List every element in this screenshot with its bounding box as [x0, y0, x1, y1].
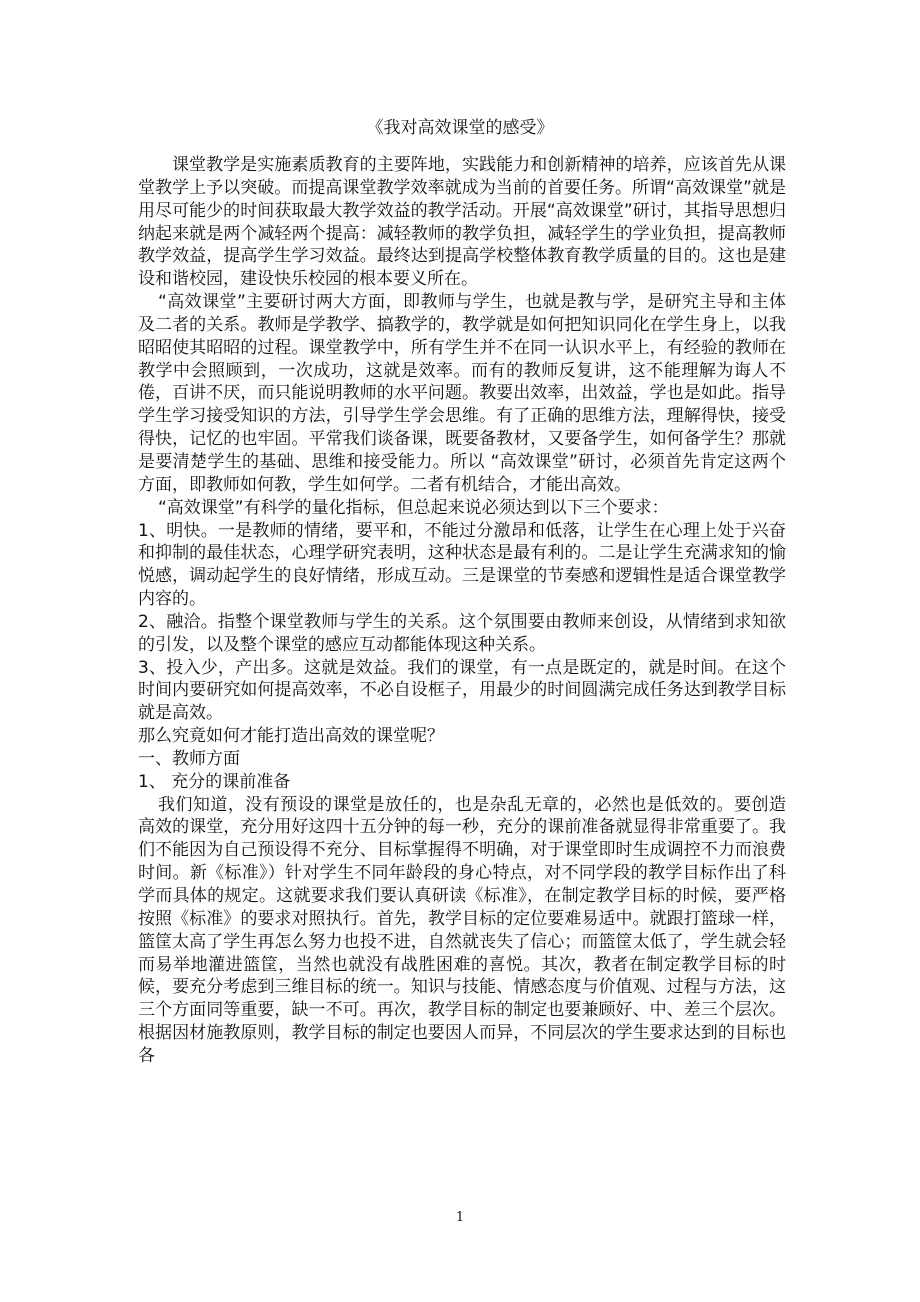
paragraph-intro: 课堂教学是实施素质教育的主要阵地，实践能力和创新精神的培养，应该首先从课堂教学上予以突破。而提高课堂教学效率就成为当前的首要任务。所谓“高效课堂”就是用尽可能少的时间获取最大教学效益的教学活动。开展“高效课堂”研讨，其指导思想归纳起来就是两个减轻两个提高：减轻教师的教学负担，减轻学生的学业负担，提高教师教学效益，提高学生学习效益。最终达到提高学校整体教育教学质量的目的。这也是建设和谐校园，建设快乐校园的根本要义所在。 [138, 155, 786, 290]
subsection-heading-preparation: 1、 充分的课前准备 [138, 771, 291, 792]
list-item-requirement-1: 1、明快。一是教师的情绪，要平和，不能过分激昂和低落，让学生在心理上处于兴奋和抑制的最佳状态，心理学研究表明，这种状态是最有利的。二是让学生充满求知的愉悦感，调动起学生的良好情绪，形成互动。三是课堂的节奏感和逻辑性是适合课堂教学内容的。 [138, 520, 786, 610]
list-item-requirement-2: 2、融洽。指整个课堂教师与学生的关系。这个氛围要由教师来创设，从情绪到求知欲的引发，以及整个课堂的感应互动都能体现这种关系。 [138, 611, 786, 655]
paragraph-preparation: 我们知道，没有预设的课堂是放任的，也是杂乱无章的，必然也是低效的。要创造高效的课堂，充分用好这四十五分钟的每一秒，充分的课前准备就显得非常重要了。我们不能因为自己预设得不充分、目标掌握得不明确，对于课堂即时生成调控不力而浪费时间。新《标准》）针对学生不同年龄段的身心特点，对不同学段的教学目标作出了科学而具体的规定。这就要求我们要认真研读《标准》，在制定教学目标的时候，要严格按照《标准》的要求对照执行。首先，教学目标的定位要难易适中。就跟打篮球一样，篮筐太高了学生再怎么努力也投不进，自然就丧失了信心；而篮筐太低了，学生就会轻而易举地灌进篮筐，当然也就没有战胜困难的喜悦。其次，教者在制定教学目标的时候，要充分考虑到三维目标的统一。知识与技能、情感态度与价值观、过程与方法，这三个方面同等重要，缺一不可。再次，教学目标的制定也要兼顾好、中、差三个层次。根据因材施教原则，教学目标的制定也要因人而异，不同层次的学生要求达到的目标也各 [138, 794, 786, 1066]
section-heading-teacher: 一、教师方面 [138, 748, 240, 769]
document-body [138, 154, 786, 1068]
document-title: 《我对高效课堂的感受》 [366, 118, 554, 138]
paragraph-requirements-intro: “高效课堂”有科学的量化指标，但总起来说必须达到以下三个要求： [158, 497, 669, 518]
list-item-requirement-3: 3、投入少，产出多。这就是效益。我们的课堂，有一点是既定的，就是时间。在这个时间内要研究如何提高效率，不必自设框子，用最少的时间圆满完成任务达到教学目标就是高效。 [138, 657, 786, 724]
paragraph-question: 那么究竟如何才能打造出高效的课堂呢？ [138, 726, 444, 747]
paragraph-two-aspects: “高效课堂”主要研讨两大方面，即教师与学生，也就是教与学，是研究主导和主体及二者的关系。教师是学教学、搞教学的，教学就是如何把知识同化在学生身上，以我昭昭使其昭昭的过程。课堂教学中，所有学生并不在同一认识水平上，有经验的教师在教学中会照顾到，一次成功，这就是效率。而有的教师反复讲，这不能理解为诲人不倦，百讲不厌，而只能说明教师的水平问题。教要出效率，出效益，学也是如此。指导学生学习接受知识的方法，引导学生学会思维。有了正确的思维方法，理解得快，接受得快，记忆的也牢固。平常我们谈备课，既要备教材，又要备学生，如何备学生？那就是要清楚学生的基础、思维和接受能力。所以 “高效课堂”研讨，必须首先肯定这两个方面，即教师如何教，学生如何学。二者有机结合，才能出高效。 [138, 292, 786, 495]
page-number: 1 [455, 1210, 465, 1225]
